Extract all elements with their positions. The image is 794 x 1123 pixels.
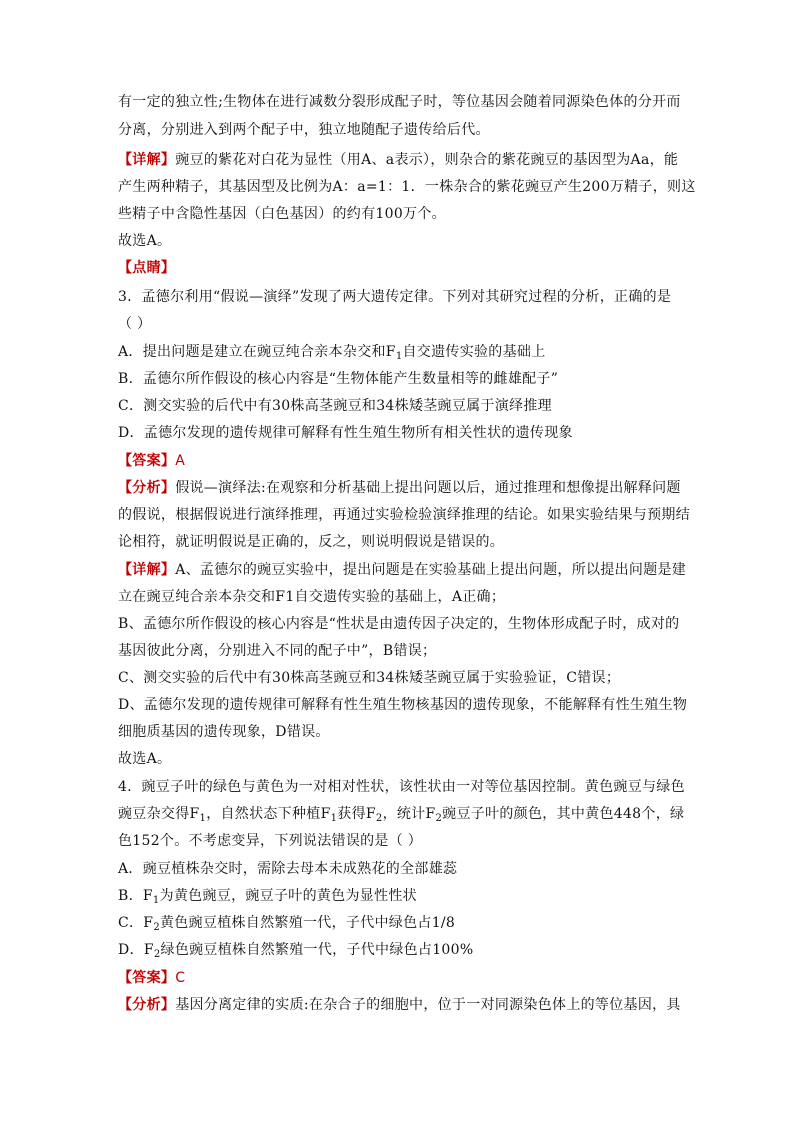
- text-line: 产生两种精子，其基因型及比例为A：a=1：1．一株杂合的紫花豌豆产生200万精子，则这: [118, 179, 696, 195]
- text-line: 的假说，根据假说进行演绎推理，再通过实验检验演绎推理的结论。如果实验结果与预期结: [118, 507, 690, 523]
- text-line: 论相符，就证明假说是正确的，反之，则说明假说是错误的。: [118, 534, 505, 550]
- answer-tag: 【答案】A: [118, 453, 186, 469]
- analysis-tag: 【分析】: [118, 480, 176, 496]
- question-4-stem: 豌豆杂交得$F_1$，自然状态下种植$F_1$获得$F_2$，统计$F_2$豌豆子叶的颜色，其中黄色448个，绿: [118, 806, 685, 824]
- question-4-option-a: A．豌豆植株杂交时，需除去母本未成熟花的全部雄蕊: [118, 861, 458, 877]
- text-line: C、测交实验的后代中有30株高茎豌豆和34株矮茎豌豆属于实验验证，C错误；: [118, 670, 621, 686]
- text-line: 分离，分别进入到两个配子中，独立地随配子遗传给后代。: [118, 122, 490, 138]
- text-line: 立在豌豆纯合亲本杂交和F1自交遗传实验的基础上，A正确；: [118, 589, 506, 605]
- text-line: 细胞质基因的遗传现象，D错误。: [118, 724, 330, 740]
- question-3-stem: （ ）: [118, 316, 152, 332]
- text-line: 些精子中含隐性基因（白色基因）的约有100万个。: [118, 206, 446, 222]
- question-4-option-d: D．$F_2$绿色豌豆植株自然繁殖一代，子代中绿色占100%: [118, 942, 474, 960]
- question-3-stem: 3．孟德尔利用“假说—演绎”发现了两大遗传定律。下列对其研究过程的分析，正确的是: [118, 289, 672, 305]
- text-line: B、孟德尔所作假设的核心内容是“性状是由遗传因子决定的，生物体形成配子时，成对的: [118, 616, 680, 632]
- comment-line: [118, 258, 678, 278]
- analysis-line: 【分析】假说—演绎法:在观察和分析基础上提出问题以后，通过推理和想像提出解释问题: [118, 480, 681, 496]
- detail-line: 【详解】豌豆的紫花对白花为显性（用A、a表示），则杂合的紫花豌豆的基因型为Aa，能: [118, 152, 679, 168]
- answer-tag: 【答案】C: [118, 970, 186, 986]
- question-3-option-d: D．孟德尔发现的遗传规律可解释有性生殖生物所有相关性状的遗传现象: [118, 425, 573, 441]
- question-4-option-c: C．$F_2$黄色豌豆植株自然繁殖一代，子代中绿色占1/8: [118, 915, 456, 933]
- selection-line: 故选A。: [118, 233, 172, 249]
- analysis-line: 【分析】基因分离定律的实质:在杂合子的细胞中，位于一对同源染色体上的等位基因，具: [118, 997, 681, 1013]
- detail-line: 【详解】A、孟德尔的豌豆实验中，提出问题是在实验基础上提出问题，所以提出问题是建: [118, 562, 687, 578]
- detail-tag: 【详解】: [118, 562, 176, 578]
- question-3-option-b: B．孟德尔所作假设的核心内容是“生物体能产生数量相等的雌雄配子”: [118, 371, 559, 387]
- question-4-stem: 色152个。不考虑变异，下列说法错误的是（ ）: [118, 833, 423, 849]
- text-line: 有一定的独立性;生物体在进行减数分裂形成配子时，等位基因会随着同源染色体的分开而: [118, 94, 681, 110]
- question-3-option-c: C．测交实验的后代中有30株高茎豌豆和34株矮茎豌豆属于演绎推理: [118, 398, 552, 414]
- question-4-stem: 4．豌豆子叶的绿色与黄色为一对相对性状，该性状由一对等位基因控制。黄色豌豆与绿色: [118, 779, 685, 795]
- answer-line: [118, 968, 678, 988]
- answer-line: [118, 451, 678, 471]
- analysis-tag: 【分析】: [118, 997, 176, 1013]
- question-4-option-b: B．$F_1$为黄色豌豆，豌豆子叶的黄色为显性性状: [118, 888, 417, 906]
- selection-line: 故选A。: [118, 751, 172, 767]
- detail-tag: 【详解】: [118, 152, 176, 168]
- text-line: 基因彼此分离，分别进入不同的配子中”，B错误；: [118, 643, 437, 659]
- comment-tag: 【点睛】: [118, 260, 176, 276]
- text-line: D、孟德尔发现的遗传规律可解释有性生殖生物核基因的遗传现象，不能解释有性生殖生物: [118, 697, 688, 713]
- question-3-option-a: A．提出问题是建立在豌豆纯合亲本杂交和$F_1$自交遗传实验的基础上: [118, 344, 546, 362]
